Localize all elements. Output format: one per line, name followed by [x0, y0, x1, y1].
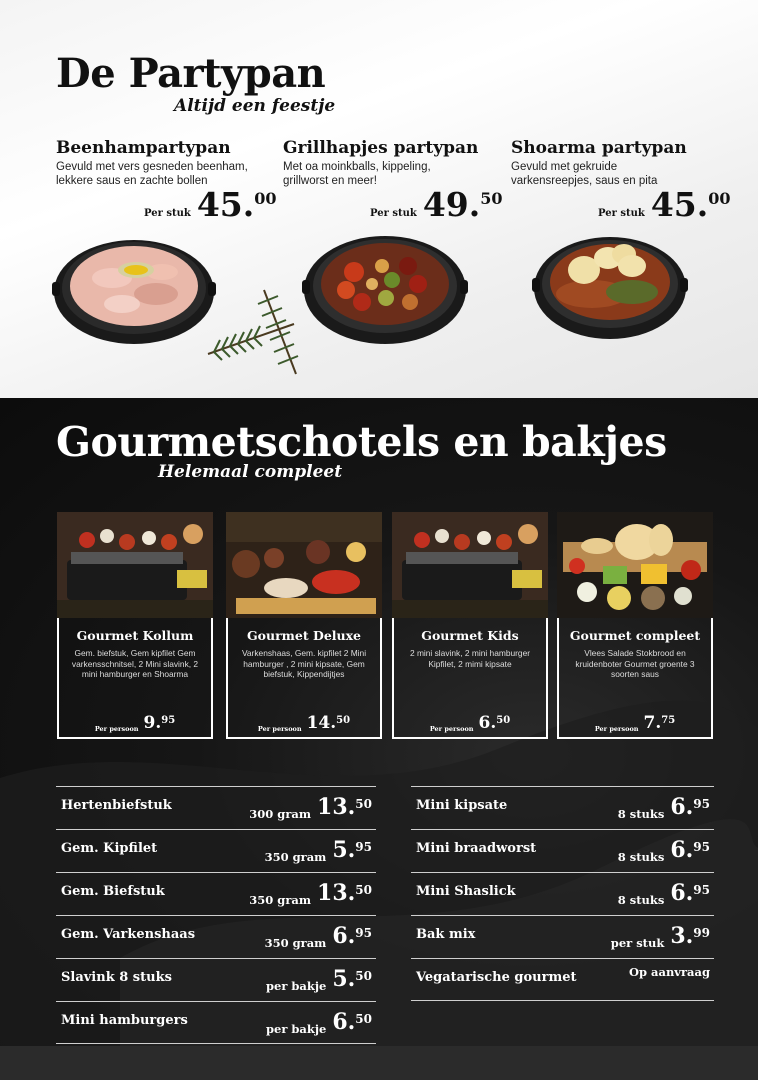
price-main: 6. — [332, 923, 356, 949]
gourmet-card-desc: 2 mini slavink, 2 mini hamburger Kipfilet, 2 mimi kipsate — [409, 648, 531, 669]
price-unit: Per persoon — [429, 725, 474, 733]
gourmet-card-desc: Gem. biefstuk, Gem kipfilet Gem varkensschnitsel, 2 Mini slavink, 2 mini hamburger en Shoarma — [71, 648, 199, 680]
product-unit: per bakje — [265, 1022, 327, 1036]
product-name: Gem. Kipfilet — [61, 841, 158, 856]
partypan-item-name: Grillhapjes partypan — [283, 138, 479, 158]
price-cents: 50 — [355, 797, 372, 811]
partypan-item-price — [598, 185, 731, 224]
product-price — [618, 880, 710, 907]
gourmet-card-price — [59, 713, 211, 733]
price-cents: 50 — [480, 189, 503, 208]
bottom-bar — [0, 1046, 758, 1080]
product-unit: 8 stuks — [617, 893, 665, 907]
price-cents: 50 — [355, 883, 372, 897]
gourmet-card — [226, 512, 382, 739]
product-unit: per bakje — [265, 979, 327, 993]
price-unit: Per persoon — [257, 725, 302, 733]
price-main: 9. — [143, 713, 162, 733]
gourmet-card-name: Gourmet Deluxe — [246, 628, 362, 643]
price-main: 49. — [422, 185, 481, 224]
product-price — [618, 794, 710, 821]
price-row — [56, 1001, 376, 1044]
product-price — [249, 794, 372, 821]
price-cents: 95 — [355, 926, 372, 940]
price-main: 14. — [306, 713, 337, 733]
price-cents: 50 — [355, 1012, 372, 1026]
gourmet-card — [57, 512, 213, 739]
price-main: 45. — [650, 185, 709, 224]
price-cents: 75 — [661, 715, 676, 726]
product-unit: 350 gram — [264, 936, 327, 950]
grillhapjes-pan-image — [302, 226, 468, 348]
gourmet-subtitle: Helemaal compleet — [158, 462, 343, 482]
product-price — [265, 837, 372, 864]
price-cents: 95 — [693, 840, 710, 854]
partypan-item — [283, 138, 499, 188]
gourmet-card-desc: Vlees Salade Stokbrood en kruidenboter Gourmet groente 3 soorten saus — [575, 648, 695, 680]
partypan-item-name: Beenhampartypan — [56, 138, 231, 158]
price-main: 6. — [332, 1009, 356, 1035]
partypan-subtitle: Altijd een feestje — [174, 96, 336, 116]
gourmet-card-name: Gourmet Kids — [421, 628, 519, 643]
gourmet-card — [557, 512, 713, 739]
price-row — [56, 915, 376, 958]
product-unit: 350 gram — [264, 850, 327, 864]
product-price — [249, 880, 372, 907]
gourmet-card-name: Gourmet compleet — [569, 628, 701, 643]
price-row — [411, 915, 714, 958]
price-row — [56, 829, 376, 872]
gourmet-card-price — [228, 713, 380, 733]
price-cents: 95 — [355, 840, 372, 854]
price-cents: 00 — [708, 189, 731, 208]
gourmet-title: Gourmetschotels en bakjes — [56, 418, 667, 466]
product-name: Mini hamburgers — [61, 1013, 188, 1028]
price-row — [56, 786, 376, 829]
product-name: Bak mix — [416, 927, 476, 942]
product-name: Mini kipsate — [416, 798, 508, 813]
shoarma-pan-image — [532, 226, 688, 342]
gourmet-card-name: Gourmet Kollum — [76, 628, 194, 643]
price-list-left — [56, 786, 376, 1044]
product-name: Gem. Varkenshaas — [61, 927, 196, 942]
price-unit: Per stuk — [144, 208, 191, 219]
product-price — [266, 966, 372, 993]
price-main: 13. — [317, 880, 356, 906]
partypan-item — [56, 138, 272, 188]
partypan-item-desc: Met oa moinkballs, kippeling, grillworst en meer! — [283, 161, 431, 187]
product-name: Vegatarische gourmet — [416, 970, 577, 985]
gourmet-card-image — [57, 512, 213, 618]
product-name: Gem. Biefstuk — [61, 884, 165, 899]
price-row — [411, 958, 714, 1001]
product-name: Mini Shaslick — [416, 884, 516, 899]
product-unit: 8 stuks — [617, 850, 665, 864]
price-list-right — [411, 786, 714, 1001]
product-unit: 300 gram — [249, 807, 312, 821]
price-row — [411, 829, 714, 872]
partypan-item-desc: Gevuld met gekruide varkensreepjes, saus en pita — [511, 161, 658, 187]
price-cents: 50 — [336, 715, 351, 726]
price-main: 6. — [478, 713, 497, 733]
price-main: 5. — [332, 966, 356, 992]
product-name: Hertenbiefstuk — [61, 798, 172, 813]
gourmet-card-price — [559, 713, 711, 733]
gourmet-card-image — [392, 512, 548, 618]
product-price — [266, 1009, 372, 1036]
beenham-pan-image — [52, 228, 216, 348]
partypan-item-price — [370, 185, 503, 224]
product-name: Slavink 8 stuks — [61, 970, 172, 985]
price-unit: Per stuk — [598, 208, 645, 219]
price-unit: Per stuk — [370, 208, 417, 219]
gourmet-card-image — [226, 512, 382, 618]
price-cents: 50 — [496, 715, 511, 726]
gourmet-card-price — [394, 713, 546, 733]
pine-decoration-image — [204, 284, 308, 378]
product-unit: 8 stuks — [617, 807, 665, 821]
product-price — [611, 923, 710, 950]
partypan-section — [0, 0, 758, 398]
price-cents: 95 — [693, 797, 710, 811]
price-row — [56, 872, 376, 915]
price-cents: 50 — [355, 969, 372, 983]
partypan-title: De Partypan — [56, 50, 326, 97]
price-cents: 95 — [161, 715, 176, 726]
price-main: 45. — [196, 185, 255, 224]
price-cents: 95 — [693, 883, 710, 897]
on-request-label: Op aanvraag — [628, 965, 710, 979]
price-row — [411, 786, 714, 829]
price-main: 3. — [670, 923, 694, 949]
price-main: 6. — [670, 837, 694, 863]
price-row — [56, 958, 376, 1001]
product-price — [265, 923, 372, 950]
price-unit: Per persoon — [94, 725, 139, 733]
price-main: 13. — [317, 794, 356, 820]
partypan-item — [511, 138, 727, 188]
price-main: 7. — [643, 713, 662, 733]
gourmet-card-desc: Varkenshaas, Gem. kipfilet 2 Mini hamburger , 2 mini kipsate, Gem biefstuk, Kippendijtjes — [241, 648, 367, 680]
gourmet-card-image — [557, 512, 713, 618]
price-cents: 99 — [693, 926, 710, 940]
price-row — [411, 872, 714, 915]
partypan-item-desc: Gevuld met vers gesneden beenham, lekkere saus en zachte bollen — [56, 161, 248, 187]
price-cents: 00 — [254, 189, 277, 208]
price-main: 5. — [332, 837, 356, 863]
partypan-item-price — [144, 185, 277, 224]
price-main: 6. — [670, 794, 694, 820]
product-price — [618, 837, 710, 864]
gourmet-card — [392, 512, 548, 739]
price-main: 6. — [670, 880, 694, 906]
partypan-item-name: Shoarma partypan — [511, 138, 687, 158]
product-unit: 350 gram — [249, 893, 312, 907]
price-unit: Per persoon — [594, 725, 639, 733]
product-name: Mini braadworst — [416, 841, 537, 856]
product-unit: per stuk — [610, 936, 665, 950]
